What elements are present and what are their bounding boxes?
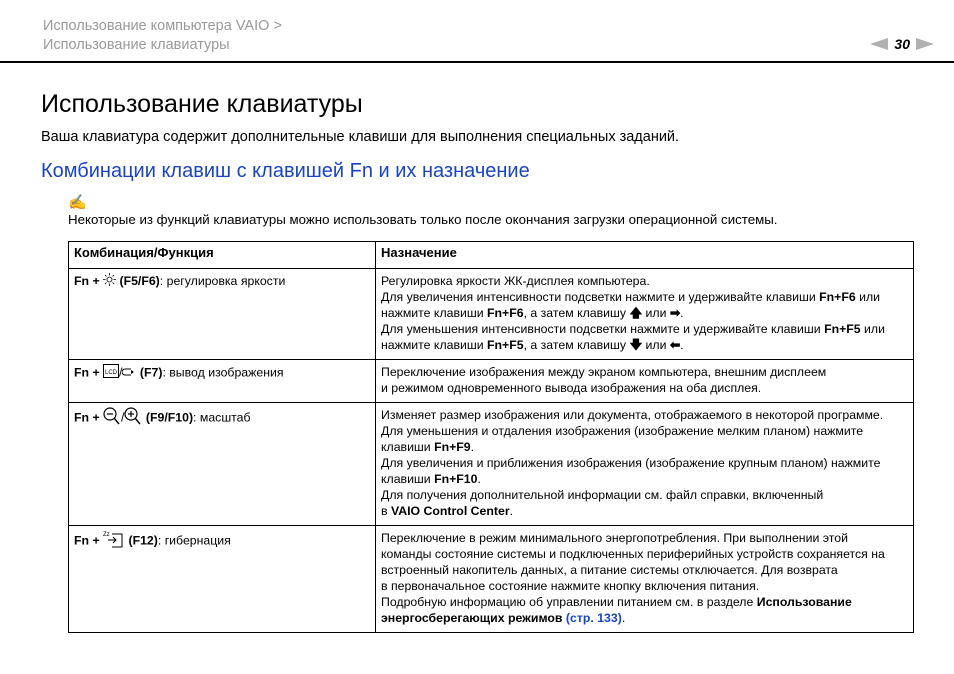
purpose-line [381, 455, 908, 471]
table-row [69, 403, 914, 526]
purpose-line [381, 530, 908, 546]
key-combination-cell [69, 526, 376, 633]
text: или [642, 338, 670, 352]
purpose-line [381, 471, 908, 487]
text: нажмите клавиши [381, 306, 488, 320]
bold-text: Использование [756, 595, 852, 609]
bold-text: Fn+F5 [487, 338, 524, 352]
text: или [642, 306, 670, 320]
bold-text: Fn+F10 [434, 472, 478, 486]
text: . [680, 338, 684, 352]
sun-icon [103, 273, 116, 290]
text: в [381, 504, 391, 518]
text: клавиши [381, 472, 435, 486]
text: клавиши [381, 440, 435, 454]
key-combination-cell [69, 269, 376, 360]
purpose-line [381, 439, 908, 455]
intro-text: Ваша клавиатура содержит дополнительные клавиши для выполнения специальных заданий. [41, 129, 680, 145]
text: нажмите клавиши [381, 338, 488, 352]
purpose-cell [376, 403, 914, 526]
bold-text: ⬅ [669, 338, 681, 352]
purpose-line [381, 289, 908, 305]
text: Для получения дополнительной информации см. файл справки, включенный [381, 488, 824, 502]
key-combination-cell: Fn + / (F9/F10): масштаб [69, 403, 376, 526]
bold-text: Fn+F5 [824, 322, 861, 336]
external-display-icon [122, 365, 136, 381]
svg-text:Zz: Zz [103, 532, 110, 538]
bold-text: Fn+F6 [819, 290, 856, 304]
column-header: Назначение [376, 242, 914, 269]
key-combination-cell: Fn + LCD / (F7): вывод изображения [69, 360, 376, 403]
purpose-line [381, 610, 908, 626]
purpose-line [381, 407, 908, 423]
breadcrumb-item[interactable]: Использование компьютера VAIO > [43, 18, 282, 34]
bold-text: 🡇 [629, 338, 643, 352]
fn-key: Fn + [74, 410, 104, 425]
table-header-row [69, 242, 914, 269]
purpose-cell [376, 526, 914, 633]
bold-text: Fn+F9 [434, 440, 471, 454]
pager [870, 36, 934, 52]
note-text: Некоторые из функций клавиатуры можно использовать только после окончания загрузки операционной системы. [68, 212, 778, 227]
purpose-line [381, 562, 908, 578]
purpose-line [381, 594, 908, 610]
purpose-line [381, 321, 908, 337]
note-pencil-icon: ✍ [68, 194, 87, 211]
lcd-icon [103, 364, 119, 382]
text: Для увеличения и приближения изображения (изображение крупным планом) нажмите [381, 456, 881, 470]
function-description: : гибернация [157, 533, 231, 548]
text: Подробную информацию об управлении питанием см. в разделе [381, 595, 757, 609]
text: Для увеличения интенсивности подсветки нажмите и удерживайте клавиши [381, 290, 820, 304]
text: Изменяет размер изображения или документа, отображаемого в некоторой программе. [381, 408, 884, 422]
header-divider [0, 61, 954, 63]
fn-key: Fn + [74, 533, 104, 548]
zoom-in-icon [124, 407, 142, 429]
table-row [69, 269, 914, 360]
page-link[interactable]: (стр. 133) [565, 611, 622, 625]
fn-key: Fn + [74, 274, 104, 288]
purpose-line [381, 578, 908, 594]
page-title: Использование клавиатуры [41, 90, 363, 118]
text: . [477, 472, 481, 486]
bold-text: ➡ [669, 306, 681, 320]
purpose-line [381, 546, 908, 562]
function-description: : вывод изображения [162, 365, 284, 380]
zoom-out-icon [103, 407, 121, 429]
purpose-line [381, 337, 908, 353]
function-keys: (F5/F6) [119, 274, 160, 288]
text: . [680, 306, 684, 320]
purpose-line [381, 503, 908, 519]
bold-text: энергосберегающих режимов [381, 611, 563, 625]
purpose-line [381, 273, 908, 289]
text: , а затем клавишу [523, 306, 630, 320]
function-keys: (F12) [128, 533, 158, 548]
table-row [69, 360, 914, 403]
text: . [509, 504, 514, 518]
text: или [860, 322, 885, 336]
purpose-line [381, 364, 908, 380]
breadcrumb-item[interactable]: Использование клавиатуры [43, 37, 230, 53]
table-row [69, 526, 914, 633]
text: Переключение изображения между экраном компьютера, внешним дисплеем [381, 365, 827, 379]
function-description: : регулировка яркости [159, 274, 286, 288]
purpose-line [381, 487, 908, 503]
text: . [621, 611, 626, 625]
function-description: : масштаб [193, 410, 251, 425]
purpose-line [381, 380, 908, 396]
text: Регулировка яркости ЖК-дисплея компьютера. [381, 274, 650, 288]
purpose-cell [376, 360, 914, 403]
purpose-line [381, 423, 908, 439]
text: Для уменьшения и отдаления изображения (изображение мелким планом) нажмите [381, 424, 864, 438]
fn-key: Fn + [74, 365, 104, 380]
svg-text:LCD: LCD [105, 370, 118, 376]
previous-page-icon[interactable] [870, 38, 888, 50]
bold-text: 🡅 [629, 306, 643, 320]
column-header: Комбинация/Функция [69, 242, 376, 269]
text: . [470, 440, 475, 454]
section-title: Комбинации клавиш с клавишей Fn и их назначение [41, 160, 530, 182]
text: или [855, 290, 881, 304]
function-keys: (F9/F10) [145, 410, 194, 425]
text: Для уменьшения интенсивности подсветки нажмите и удерживайте клавиши [381, 322, 825, 336]
text: и режимом одновременного вывода изображения на оба дисплея. [381, 381, 762, 395]
text: , а затем клавишу [523, 338, 630, 352]
text: в первоначальное состояние нажмите кнопку включения питания. [381, 579, 760, 593]
text: команды состояние системы и подключенных периферийных устройств сохраняется на [381, 547, 885, 561]
next-page-icon[interactable] [916, 38, 934, 50]
fn-keys-table [68, 241, 914, 633]
bold-text: VAIO Control Center [390, 504, 510, 518]
bold-text: Fn+F6 [487, 306, 524, 320]
purpose-line [381, 305, 908, 321]
hibernate-icon [103, 530, 125, 552]
function-keys: (F7) [139, 365, 163, 380]
purpose-cell [376, 269, 914, 360]
page-number: 30 [894, 36, 910, 52]
breadcrumb [43, 17, 282, 55]
text: встроенный накопитель данных, а питание системы отключается. Для возврата [381, 563, 838, 577]
text: Переключение в режим минимального энергопотребления. При выполнении этой [381, 531, 848, 545]
